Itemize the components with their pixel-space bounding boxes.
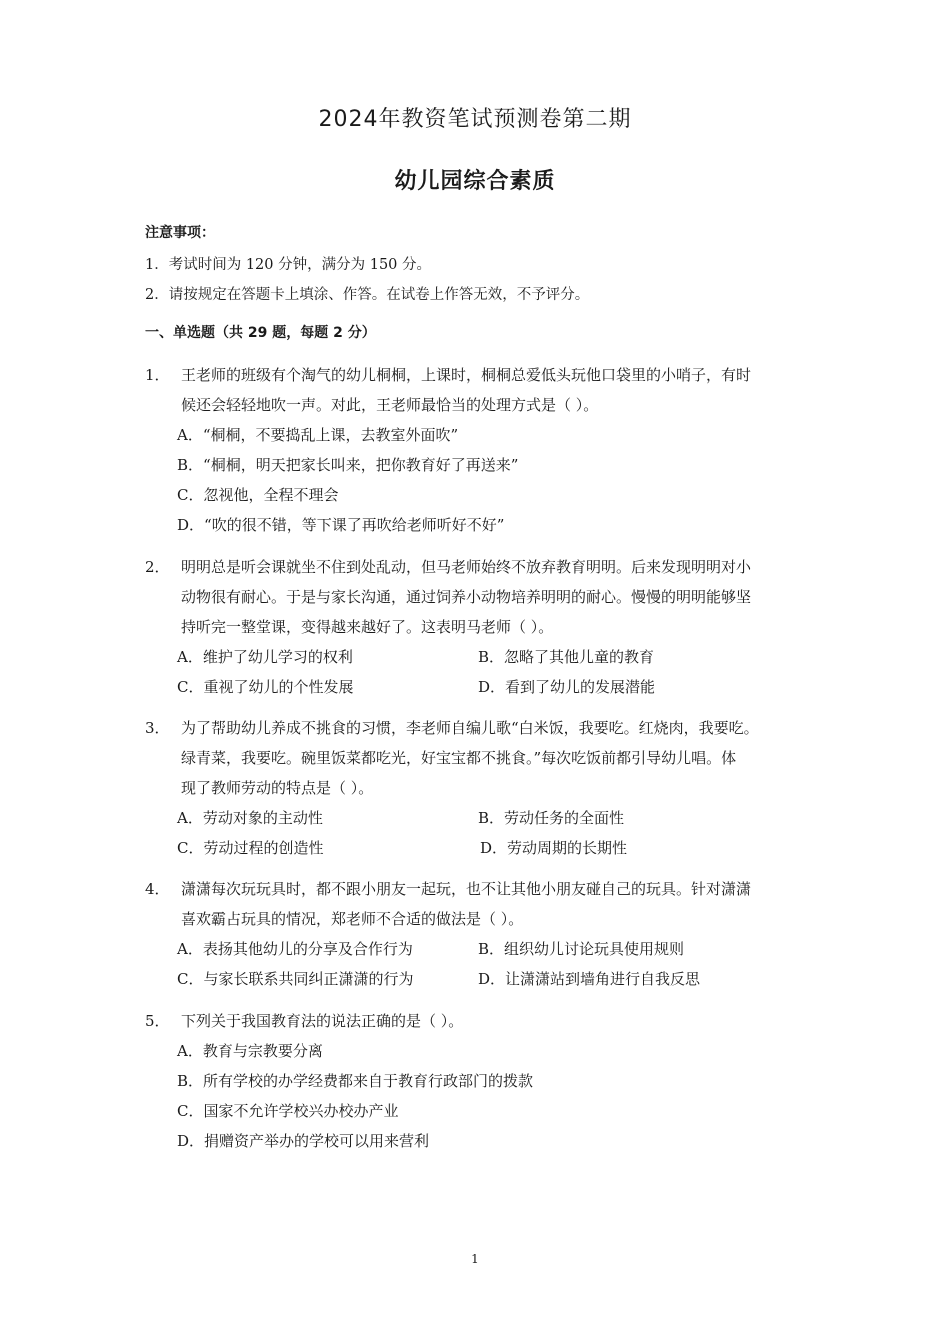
question-stem [181,1006,825,1036]
section-heading: 一、单选题（共 29 题，每题 2 分） [145,325,376,341]
option-c[interactable]: C．重视了幼儿的个性发展 [177,678,354,696]
option-a[interactable]: A．“桐桐，不要捣乱上课，去教室外面吹” [177,426,459,444]
option-a[interactable]: A．教育与宗教要分离 [177,1042,323,1060]
question-number: 5． [145,1012,170,1030]
stem-line: 持听完一整堂课，变得越来越好了。这表明马老师（ ）。 [181,618,554,636]
stem-line: 绿青菜，我要吃。碗里饭菜都吃光，好宝宝都不挑食。”每次吃饭前都引导幼儿唱。体 [181,749,737,767]
option-row [145,1096,825,1126]
option-row [145,510,825,540]
page-number: 1 [471,1252,479,1266]
question-stem [181,874,825,934]
question-3 [145,713,825,863]
option-b[interactable]: B．“桐桐，明天把家长叫来，把你教育好了再送来” [177,456,519,474]
question-stem [181,360,825,420]
option-row [145,420,825,450]
question-4 [145,874,825,994]
option-d[interactable]: D．看到了幼儿的发展潜能 [478,678,656,696]
question-number: 3． [145,719,170,737]
stem-line: 为了帮助幼儿养成不挑食的习惯，李老师自编儿歌“白米饭，我要吃。红烧肉，我要吃。 [181,719,759,737]
question-2 [145,552,825,702]
option-a[interactable]: A．维护了幼儿学习的权利 [177,648,353,666]
question-number: 4． [145,880,170,898]
option-c[interactable]: C．与家长联系共同纠正潇潇的行为 [177,970,414,988]
note-item-2: 2．请按规定在答题卡上填涂、作答。在试卷上作答无效，不予评分。 [145,287,590,303]
stem-line: 候还会轻轻地吹一声。对此，王老师最恰当的处理方式是（ ）。 [181,396,599,414]
stem-line: 明明总是听会课就坐不住到处乱动，但马老师始终不放弃教育明明。后来发现明明对小 [181,558,752,576]
option-row [145,964,825,994]
stem-line: 现了教师劳动的特点是（ ）。 [181,779,374,797]
question-stem [181,713,825,803]
option-row [145,833,825,863]
question-number: 2． [145,558,170,576]
option-row [145,450,825,480]
option-b[interactable]: B．组织幼儿讨论玩具使用规则 [478,940,685,958]
option-d[interactable]: D．捐赠资产举办的学校可以用来营利 [177,1132,430,1150]
option-row [145,480,825,510]
option-b[interactable]: B．忽略了其他儿童的教育 [478,648,655,666]
option-c[interactable]: C．劳动过程的创造性 [177,839,324,857]
question-5 [145,1006,825,1156]
option-b[interactable]: B．劳动任务的全面性 [478,809,625,827]
option-row [145,672,825,702]
stem-line: 动物很有耐心。于是与家长沟通，通过饲养小动物培养明明的耐心。慢慢的明明能够坚 [181,588,752,606]
question-number: 1． [145,366,170,384]
option-row [145,642,825,672]
stem-line: 下列关于我国教育法的说法正确的是（ ）。 [181,1012,464,1030]
option-c[interactable]: C．国家不允许学校兴办校办产业 [177,1102,399,1120]
question-stem [181,552,825,642]
exam-subtitle: 幼儿园综合素质 [394,169,556,194]
option-a[interactable]: A．表扬其他幼儿的分享及合作行为 [177,940,413,958]
option-d[interactable]: D．“吹的很不错，等下课了再吹给老师听好不好” [177,516,505,534]
stem-line: 潇潇每次玩玩具时，都不跟小朋友一起玩，也不让其他小朋友碰自己的玩具。针对潇潇 [181,880,752,898]
question-1 [145,360,825,540]
notes-heading: 注意事项： [145,225,215,241]
stem-line: 王老师的班级有个淘气的幼儿桐桐，上课时，桐桐总爱低头玩他口袋里的小哨子，有时 [181,366,752,384]
option-row [145,803,825,833]
option-row [145,1036,825,1066]
note-item-1: 1．考试时间为 120 分钟，满分为 150 分。 [145,257,432,273]
option-c[interactable]: C．忽视他，全程不理会 [177,486,339,504]
option-row [145,1066,825,1096]
option-d[interactable]: D．劳动周期的长期性 [480,839,628,857]
option-row [145,934,825,964]
option-row [145,1126,825,1156]
exam-title: 2024年教资笔试预测卷第二期 [318,107,632,132]
option-d[interactable]: D．让潇潇站到墙角进行自我反思 [478,970,701,988]
option-a[interactable]: A．劳动对象的主动性 [177,809,323,827]
stem-line: 喜欢霸占玩具的情况，郑老师不合适的做法是（ ）。 [181,910,524,928]
option-b[interactable]: B．所有学校的办学经费都来自于教育行政部门的拨款 [177,1072,534,1090]
